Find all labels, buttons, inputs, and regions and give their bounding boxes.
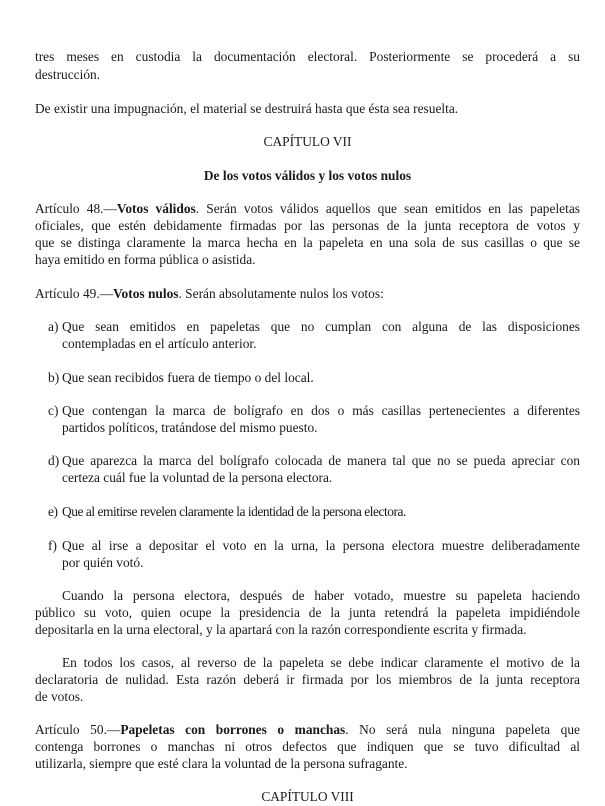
list-item: [48, 402, 580, 419]
paragraph-line: declaratoria de nulidad. Esta razón deberá ir firmada por los miembros de la junta receptora: [35, 672, 580, 687]
article-title: Votos válidos: [116, 201, 196, 216]
paragraph-line: que se distinga claramente la marca hecha en la papeleta en una sola de sus casillas o que se: [35, 235, 580, 250]
list-item-text: Que al emitirse revelen claramente la identidad de la persona electora.: [62, 504, 406, 519]
article-number: Artículo 49.—: [35, 286, 114, 301]
list-item-label: a): [48, 319, 59, 334]
paragraph-line: En todos los casos, al reverso de la papeleta se debe indicar claramente el motivo de la: [62, 655, 580, 670]
list-item-text: Que sean recibidos fuera de tiempo o del local.: [62, 370, 314, 385]
article-49-line: [35, 285, 580, 302]
list-item-label: b): [48, 370, 60, 385]
list-item-text: Que sean emitidos en papeletas que no cumplan con alguna de las disposiciones: [62, 319, 580, 334]
chapter-subheading: De los votos válidos y los votos nulos: [203, 168, 412, 183]
list-item-text: Que al irse a depositar el voto en la urna, la persona electora muestre deliberadamente: [62, 538, 580, 553]
list-item-text: Que contengan la marca de bolígrafo en dos o más casillas pertenecientes a diferentes: [62, 403, 580, 418]
paragraph-line: destrucción.: [35, 67, 101, 82]
paragraph-line: utilizarla, siempre que esté clara la voluntad de la persona sufragante.: [35, 756, 408, 771]
paragraph-line: depositarla en la urna electoral, y la apartará con la razón correspondiente escrita y firmada.: [35, 622, 527, 637]
list-item-continuation: por quién votó.: [62, 555, 144, 570]
paragraph-line: público su voto, quien ocupe la presidencia de la junta retendrá la papeleta impidiéndole: [35, 605, 580, 620]
list-item: [48, 503, 580, 520]
paragraph-line: de votos.: [35, 689, 84, 704]
list-item-continuation: partidos políticos, tratándose del mismo puesto.: [62, 420, 318, 435]
list-item-label: d): [48, 453, 60, 468]
paragraph-line: contenga borrones o manchas ni otros defectos que indiquen que se tuvo dificultad al: [35, 739, 580, 754]
article-title: Papeletas con borrones o manchas: [120, 722, 346, 737]
list-item-continuation: contempladas en el artículo anterior.: [62, 336, 257, 351]
paragraph-line: De existir una impugnación, el material se destruirá hasta que ésta sea resuelta.: [35, 101, 459, 116]
list-item-label: e): [48, 504, 58, 519]
article-number: Artículo 50.—: [35, 722, 121, 737]
chapter-heading: CAPÍTULO VII: [263, 134, 352, 149]
article-number: Artículo 48.—: [35, 201, 117, 216]
article-text: . No será nula ninguna papeleta que: [345, 722, 580, 737]
article-48-line: [35, 200, 580, 217]
list-item: [48, 537, 580, 554]
article-50-line: [35, 721, 580, 738]
list-item-label: c): [48, 403, 59, 418]
article-title: Votos nulos: [113, 286, 179, 301]
list-item-continuation: certeza cuál fue la voluntad de la persona electora.: [62, 470, 333, 485]
chapter-heading: CAPÍTULO VIII: [261, 789, 354, 804]
list-item: [48, 452, 580, 469]
list-item: [48, 369, 580, 386]
list-item-text: Que aparezca la marca del bolígrafo colocada de manera tal que no se pueda apreciar con: [62, 453, 580, 468]
list-item: [48, 318, 580, 335]
list-item-label: f): [48, 538, 57, 553]
article-text: . Serán votos válidos aquellos que sean emitidos en las papeletas: [195, 201, 580, 216]
paragraph-line: haya emitido en forma pública o asistida.: [35, 252, 256, 267]
paragraph-line: Cuando la persona electora, después de haber votado, muestre su papeleta haciendo: [62, 588, 580, 603]
article-text: . Serán absolutamente nulos los votos:: [178, 286, 384, 301]
paragraph-line: tres meses en custodia la documentación electoral. Posteriormente se procederá a su: [35, 49, 580, 64]
paragraph-line: oficiales, que estén debidamente firmadas por las personas de la junta receptora de votos y: [35, 218, 580, 233]
